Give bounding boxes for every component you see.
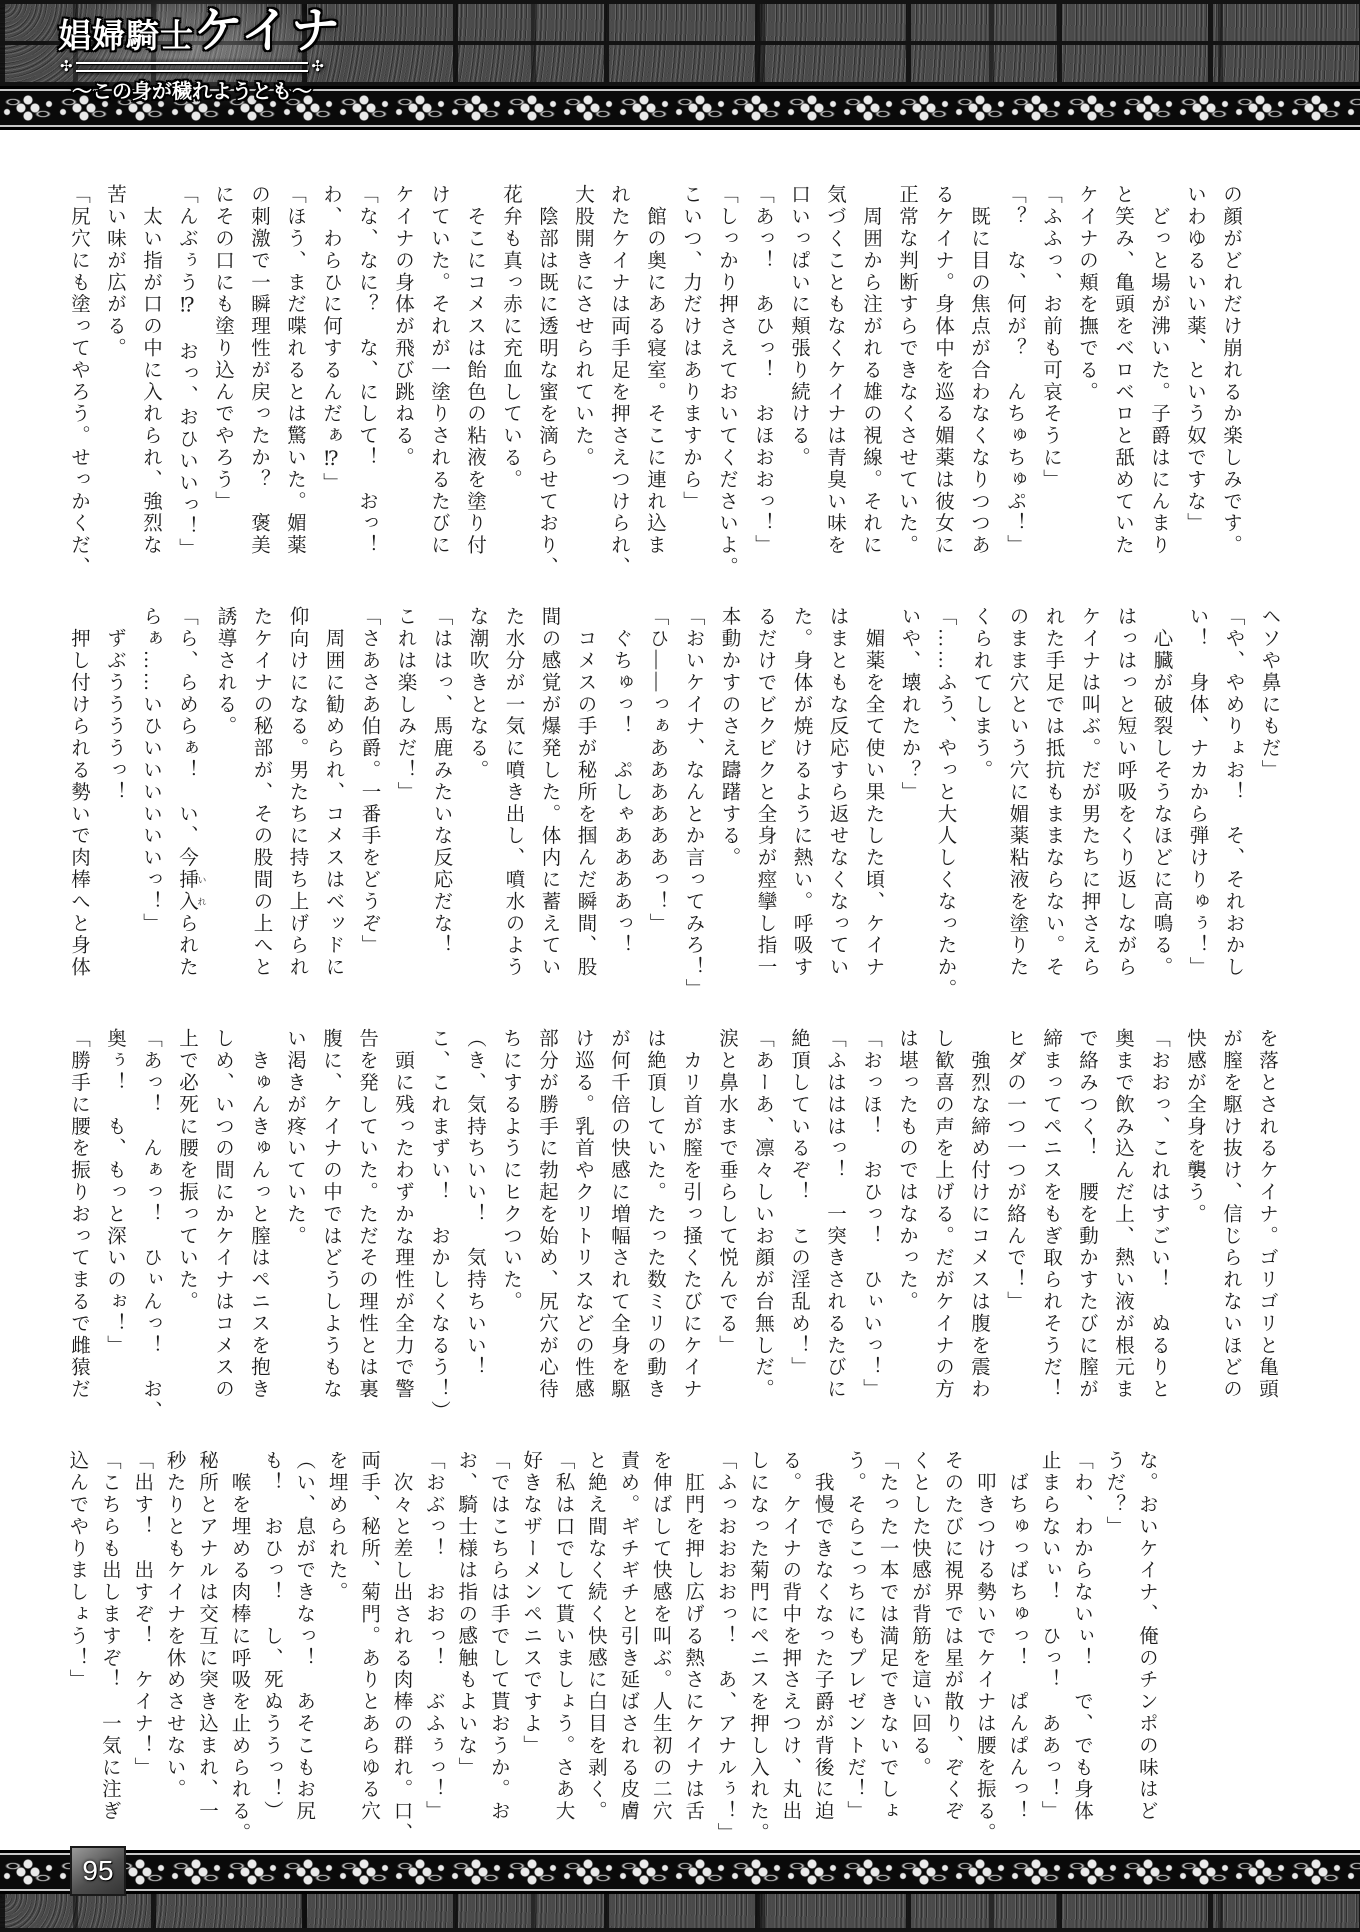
text-column: きゅんきゅんっと膣はペニスを抱き	[248, 1028, 269, 1401]
text-column: た。身体が焼けるように熱い。呼吸す	[790, 606, 812, 979]
text-column: これは楽しみだ！」	[394, 606, 416, 804]
text-column: を落とされるケイナ。ゴリゴリと亀頭	[1256, 1028, 1277, 1401]
text-column: 「勝手に腰を振りおってまるで雌猿だ	[68, 1028, 89, 1401]
text-column: な潮吹きとなる。	[466, 606, 488, 782]
text-column: 気づくこともなくケイナは青臭い味を	[824, 184, 845, 557]
series-subtitle: 〜この身が穢れようとも〜	[72, 81, 312, 104]
text-column: と絶え間なく続く快感に白目を剥く。	[584, 1450, 606, 1823]
text-column: 「ではこちらは手でして貰おうか。お	[487, 1450, 509, 1823]
text-column: 強烈な締め付けにコメスは腹を震わ	[968, 1028, 989, 1401]
series-title	[58, 4, 341, 58]
title-block	[58, 4, 341, 104]
text-column: のまま穴という穴に媚薬粘液を塗りた	[1006, 606, 1028, 979]
text-column: 口いっぱいに頬張り続ける。	[788, 184, 809, 469]
text-column: ちにするようにヒクついた。	[500, 1028, 521, 1313]
text-column: どっと場が沸いた。子爵はにんまり	[1148, 184, 1169, 557]
text-column: 「たった一本では満足できないでしょ	[876, 1450, 898, 1823]
text-column: ずぶううううっ！	[104, 606, 125, 804]
text-column: ヒダの一つ一つが絡んで！」	[1004, 1028, 1025, 1313]
text-column: 「しっかり押さえておいてくださいよ。	[716, 184, 737, 579]
text-column: は堪ったものではなかった。	[896, 1028, 917, 1313]
text-band-2	[60, 606, 1287, 1004]
text-column: 叩きつける勢いでケイナは腰を振る。	[973, 1450, 995, 1845]
text-column: 「おいケイナ、なんとか言ってみろ！」	[682, 606, 704, 1001]
text-column: にその口にも塗り込んでやろう」	[212, 184, 233, 513]
text-column: 「ははっ、馬鹿みたいな反応だな！	[430, 606, 452, 957]
text-column: 「おっほ！ おひっ！ ひぃいっ！」	[860, 1028, 881, 1401]
text-column: 上で必死に腰を振っていた。	[176, 1028, 197, 1313]
text-column: い！ 身体、ナカから弾けりゅぅ！」	[1186, 606, 1208, 979]
text-column: 奥まで飲み込んだ上、熱い液が根元ま	[1112, 1028, 1133, 1401]
text-column: 「ふっおおおおっ！ あ、アナルぅ！」	[714, 1450, 736, 1845]
text-band-1	[60, 184, 1248, 582]
title-ornament-rule	[60, 59, 324, 74]
text-column: 館の奥にある寝室。そこに連れ込ま	[644, 184, 665, 557]
text-column: 心臓が破裂しそうなほどに高鳴る。	[1150, 606, 1172, 979]
text-column: くられてしまう。	[970, 606, 992, 782]
text-column: が何千倍の快感に増幅されて全身を駆	[608, 1028, 629, 1401]
text-column: 好きなザーメンペニスですよ」	[520, 1450, 542, 1757]
text-column: を伸ばして快感を叫ぶ。人生初の二穴	[649, 1450, 671, 1823]
text-column: 腹に、ケイナの中ではどうしようもな	[320, 1028, 341, 1401]
text-column: （い、息ができなっ！ あそこもお尻	[293, 1450, 315, 1823]
text-column: そのたびに視界では星が散り、ぞくぞ	[941, 1450, 963, 1823]
text-column: 「わ、わからないぃ！ で、でも身体	[1071, 1450, 1092, 1823]
text-column: 告を発していた。ただその理性とは裏	[356, 1028, 377, 1401]
text-column: 「な、なに？ な、にして！ おっ！	[356, 184, 377, 557]
text-column: 陰部は既に透明な蜜を滴らせており、	[536, 184, 557, 579]
text-column: 「？ な、何が？ んちゅちゅぷ！」	[1004, 184, 1025, 557]
text-column: 間の感覚が爆発した。体内に蓄えてい	[538, 606, 560, 979]
text-column: と笑み、亀頭をベロベロと舐めていた	[1112, 184, 1133, 557]
text-column: 責め。ギチギチと引き延ばされる皮膚	[617, 1450, 639, 1823]
text-column: 誘導される。	[214, 606, 236, 738]
text-column: お、騎士様は指の感触もよいな」	[455, 1450, 477, 1779]
text-column: 大股開きにさせられていた。	[572, 184, 593, 469]
text-column: 部分が勝手に勃起を始め、尻穴が心待	[536, 1028, 557, 1401]
text-column: そこにコメスは飴色の粘液を塗り付	[464, 184, 485, 557]
text-column: いわゆるいい薬、という奴ですな」	[1184, 184, 1205, 535]
page-number: 95	[70, 1846, 126, 1896]
text-band-4	[60, 1450, 1262, 1848]
text-column: 秘所とアナルは交互に突き込まれ、一	[196, 1450, 218, 1823]
text-column: ヘソや鼻にもだ」	[1258, 606, 1280, 782]
text-column: 周囲から注がれる雄の視線。それに	[860, 184, 881, 557]
text-column: ばちゅっばちゅっ！ ぱんぱんっ！	[1006, 1450, 1028, 1823]
text-column: も！ おひっ！ し、死ぬううっ！）	[260, 1450, 282, 1823]
text-column: コメスの手が秘所を掴んだ瞬間、股	[574, 606, 596, 979]
text-column: 仰向けになる。男たちに持ち上げられ	[286, 606, 308, 979]
text-column: 我慢できなくなった子爵が背後に迫	[811, 1450, 833, 1823]
text-column: で絡みつく！ 腰を動かすたびに膣が	[1076, 1028, 1097, 1401]
text-column: くとした快感が背筋を這い回る。	[908, 1450, 930, 1779]
text-column: しになった菊門にペニスを押し入れた。	[746, 1450, 768, 1845]
text-column: な。おいケイナ、俺のチンポの味はど	[1135, 1450, 1157, 1823]
text-column: を埋められた。	[325, 1450, 347, 1604]
text-column: け巡る。乳首やクリトリスなどの性感	[572, 1028, 593, 1401]
text-column: う。そらこっちにもプレゼントだ！」	[844, 1450, 866, 1823]
text-column: 既に目の焦点が合わなくなりつつあ	[968, 184, 989, 557]
text-column: 「ふはははっ！ 一突きされるたびに	[824, 1028, 845, 1401]
text-column: 正常な判断すらできなくさせていた。	[896, 184, 917, 557]
text-column: はっはっと短い呼吸をくり返しながら	[1114, 606, 1136, 979]
text-column: れた手足では抵抗もままならない。そ	[1042, 606, 1064, 979]
text-column: うだ？」	[1103, 1450, 1125, 1538]
text-column: 「さあさあ伯爵。一番手をどうぞ」	[358, 606, 380, 957]
text-column: 「……ふう、やっと大人しくなったか。	[934, 606, 956, 1001]
text-column: しめ、いつの間にかケイナはコメスの	[212, 1028, 233, 1401]
text-column: こいつ、力だけはありますから」	[680, 184, 701, 513]
text-column: たケイナの秘部が、その股間の上へと	[250, 606, 272, 979]
text-column: 涙と鼻水まで垂らして悦んでる」	[716, 1028, 737, 1357]
text-column: 周囲に勧められ、コメスはベッドに	[322, 606, 344, 979]
series-title-prefix: 娼婦騎士	[58, 17, 194, 54]
text-column: るケイナ。身体中を巡る媚薬は彼女に	[932, 184, 953, 557]
text-column: が膣を駆け抜け、信じられないほどの	[1220, 1028, 1241, 1401]
text-column: 「あっ！ んぁっ！ ひぃんっ！ お、	[140, 1028, 161, 1423]
ornament-bar	[76, 62, 309, 72]
text-column: 太い指が口の中に入れられ、強烈な	[140, 184, 161, 557]
text-column: 「おぶっ！ おおっ！ ぶふぅっ！」	[422, 1450, 444, 1823]
text-column: 肛門を押し広げる熱さにケイナは舌	[682, 1450, 704, 1823]
page-footer-brick	[0, 1894, 1360, 1932]
text-column: 「ひ――っぁああああああっ！」	[646, 606, 668, 935]
text-column: 両手、秘所、菊門。ありとあらゆる穴	[358, 1450, 380, 1823]
text-column: の刺激で一瞬理性が戻ったか？ 褒美	[248, 184, 269, 557]
text-column: 「ふふっ、お前も可哀そうに」	[1040, 184, 1061, 491]
text-column: らぁ……いひいいいいいいっ！」	[140, 606, 161, 935]
text-column: 「おおっ、これはすごい！ ぬるりと	[1148, 1028, 1169, 1401]
text-column: カリ首が膣を引っ掻くたびにケイナ	[680, 1028, 701, 1401]
text-column: 「私は口でして貰いましょう。さあ大	[552, 1450, 574, 1823]
text-column: わ、わらひに何するんだぁ⁉」	[320, 184, 341, 495]
text-column: 頭に残ったわずかな理性が全力で警	[392, 1028, 413, 1401]
text-column: 花弁も真っ赤に充血している。	[500, 184, 521, 491]
text-column: 「あーあ、凛々しいお顔が台無しだ。	[752, 1028, 773, 1401]
text-column: 秒たりともケイナを休めさせない。	[163, 1450, 185, 1801]
text-column: は絶頂していた。たった数ミリの動き	[644, 1028, 665, 1401]
text-column: 「あっ！ あひっ！ おほおおっ！」	[752, 184, 773, 557]
text-column: 「尻穴にも塗ってやろう。せっかくだ、	[68, 184, 89, 579]
text-column: ぐちゅっ！ ぷしゃああああっ！	[610, 606, 632, 957]
text-column: 絶頂しているぞ！ この淫乱め！」	[788, 1028, 809, 1379]
text-column: 快感が全身を襲う。	[1184, 1028, 1205, 1226]
text-band-3	[60, 1028, 1284, 1426]
text-column: の顔がどれだけ崩れるか楽しみです。	[1220, 184, 1241, 557]
text-column: こ、これまずい！ おかしくなるう！）	[428, 1028, 449, 1423]
text-column: 締まってペニスをもぎ取られそうだ！	[1040, 1028, 1061, 1401]
text-column: 押し付けられる勢いで肉棒へと身体	[68, 606, 89, 979]
text-column: 本動かすのさえ躊躇する。	[718, 606, 740, 869]
text-column: 「んぶぅう⁉ おっ、おひいいっ！」	[176, 184, 197, 560]
text-column: 止まらないぃ！ ひっ！ ああっ！」	[1038, 1450, 1060, 1823]
page-body	[0, 130, 1360, 1850]
text-column: いや、壊れたか？」	[898, 606, 920, 804]
text-column: 次々と差し出される肉棒の群れ。口、	[390, 1450, 412, 1845]
text-column: はまともな反応すら返せなくなってい	[826, 606, 848, 979]
text-column: 込んでやりましょう！」	[66, 1450, 88, 1691]
series-title-main: ケイナ	[194, 4, 341, 58]
text-column: た水分が一気に噴き出し、噴水のよう	[502, 606, 524, 979]
text-column: 「ほう、まだ喋れるとは驚いた。媚薬	[284, 184, 305, 557]
text-column: し歓喜の声を上げる。だがケイナの方	[932, 1028, 953, 1401]
text-column: 「出す！ 出すぞ！ ケイナ！」	[131, 1450, 153, 1779]
text-column: 「や、やめりょお！ そ、それおかし	[1222, 606, 1244, 979]
text-column: 喉を埋める肉棒に呼吸を止められる。	[228, 1450, 250, 1845]
text-column: るだけでビクビクと全身が痙攣し指一	[754, 606, 776, 979]
page-header	[0, 0, 1360, 104]
text-column: い渇きが疼いていた。	[284, 1028, 305, 1247]
text-column: れたケイナは両手足を押さえつけられ、	[608, 184, 629, 579]
text-column: 奥ぅ！ も、もっと深いのぉ！」	[104, 1028, 125, 1357]
text-column: 苦い味が広がる。	[104, 184, 125, 360]
text-column: ケイナの頬を撫でる。	[1076, 184, 1097, 403]
text-column: 媚薬を全て使い果たした頃、ケイナ	[862, 606, 884, 979]
text-column: ケイナは叫ぶ。だが男たちに押さえら	[1078, 606, 1100, 979]
text-column: けていた。それが一塗りされるたびに	[428, 184, 449, 557]
text-column: ケイナの身体が飛び跳ねる。	[392, 184, 413, 469]
fleur-icon: ✣	[311, 58, 324, 76]
ornate-border-bottom	[0, 1850, 1360, 1894]
text-column: る。ケイナの背中を押さえつけ、丸出	[779, 1450, 801, 1823]
text-column: 「こちらも出しますぞ！ 一気に注ぎ	[98, 1450, 120, 1823]
fleur-icon: ✣	[60, 58, 73, 76]
text-column: 「ら、らめらぁ！ い、今挿入 いれられた	[176, 606, 207, 979]
text-column: （き、気持ちいい！ 気持ちいい！	[464, 1028, 485, 1379]
